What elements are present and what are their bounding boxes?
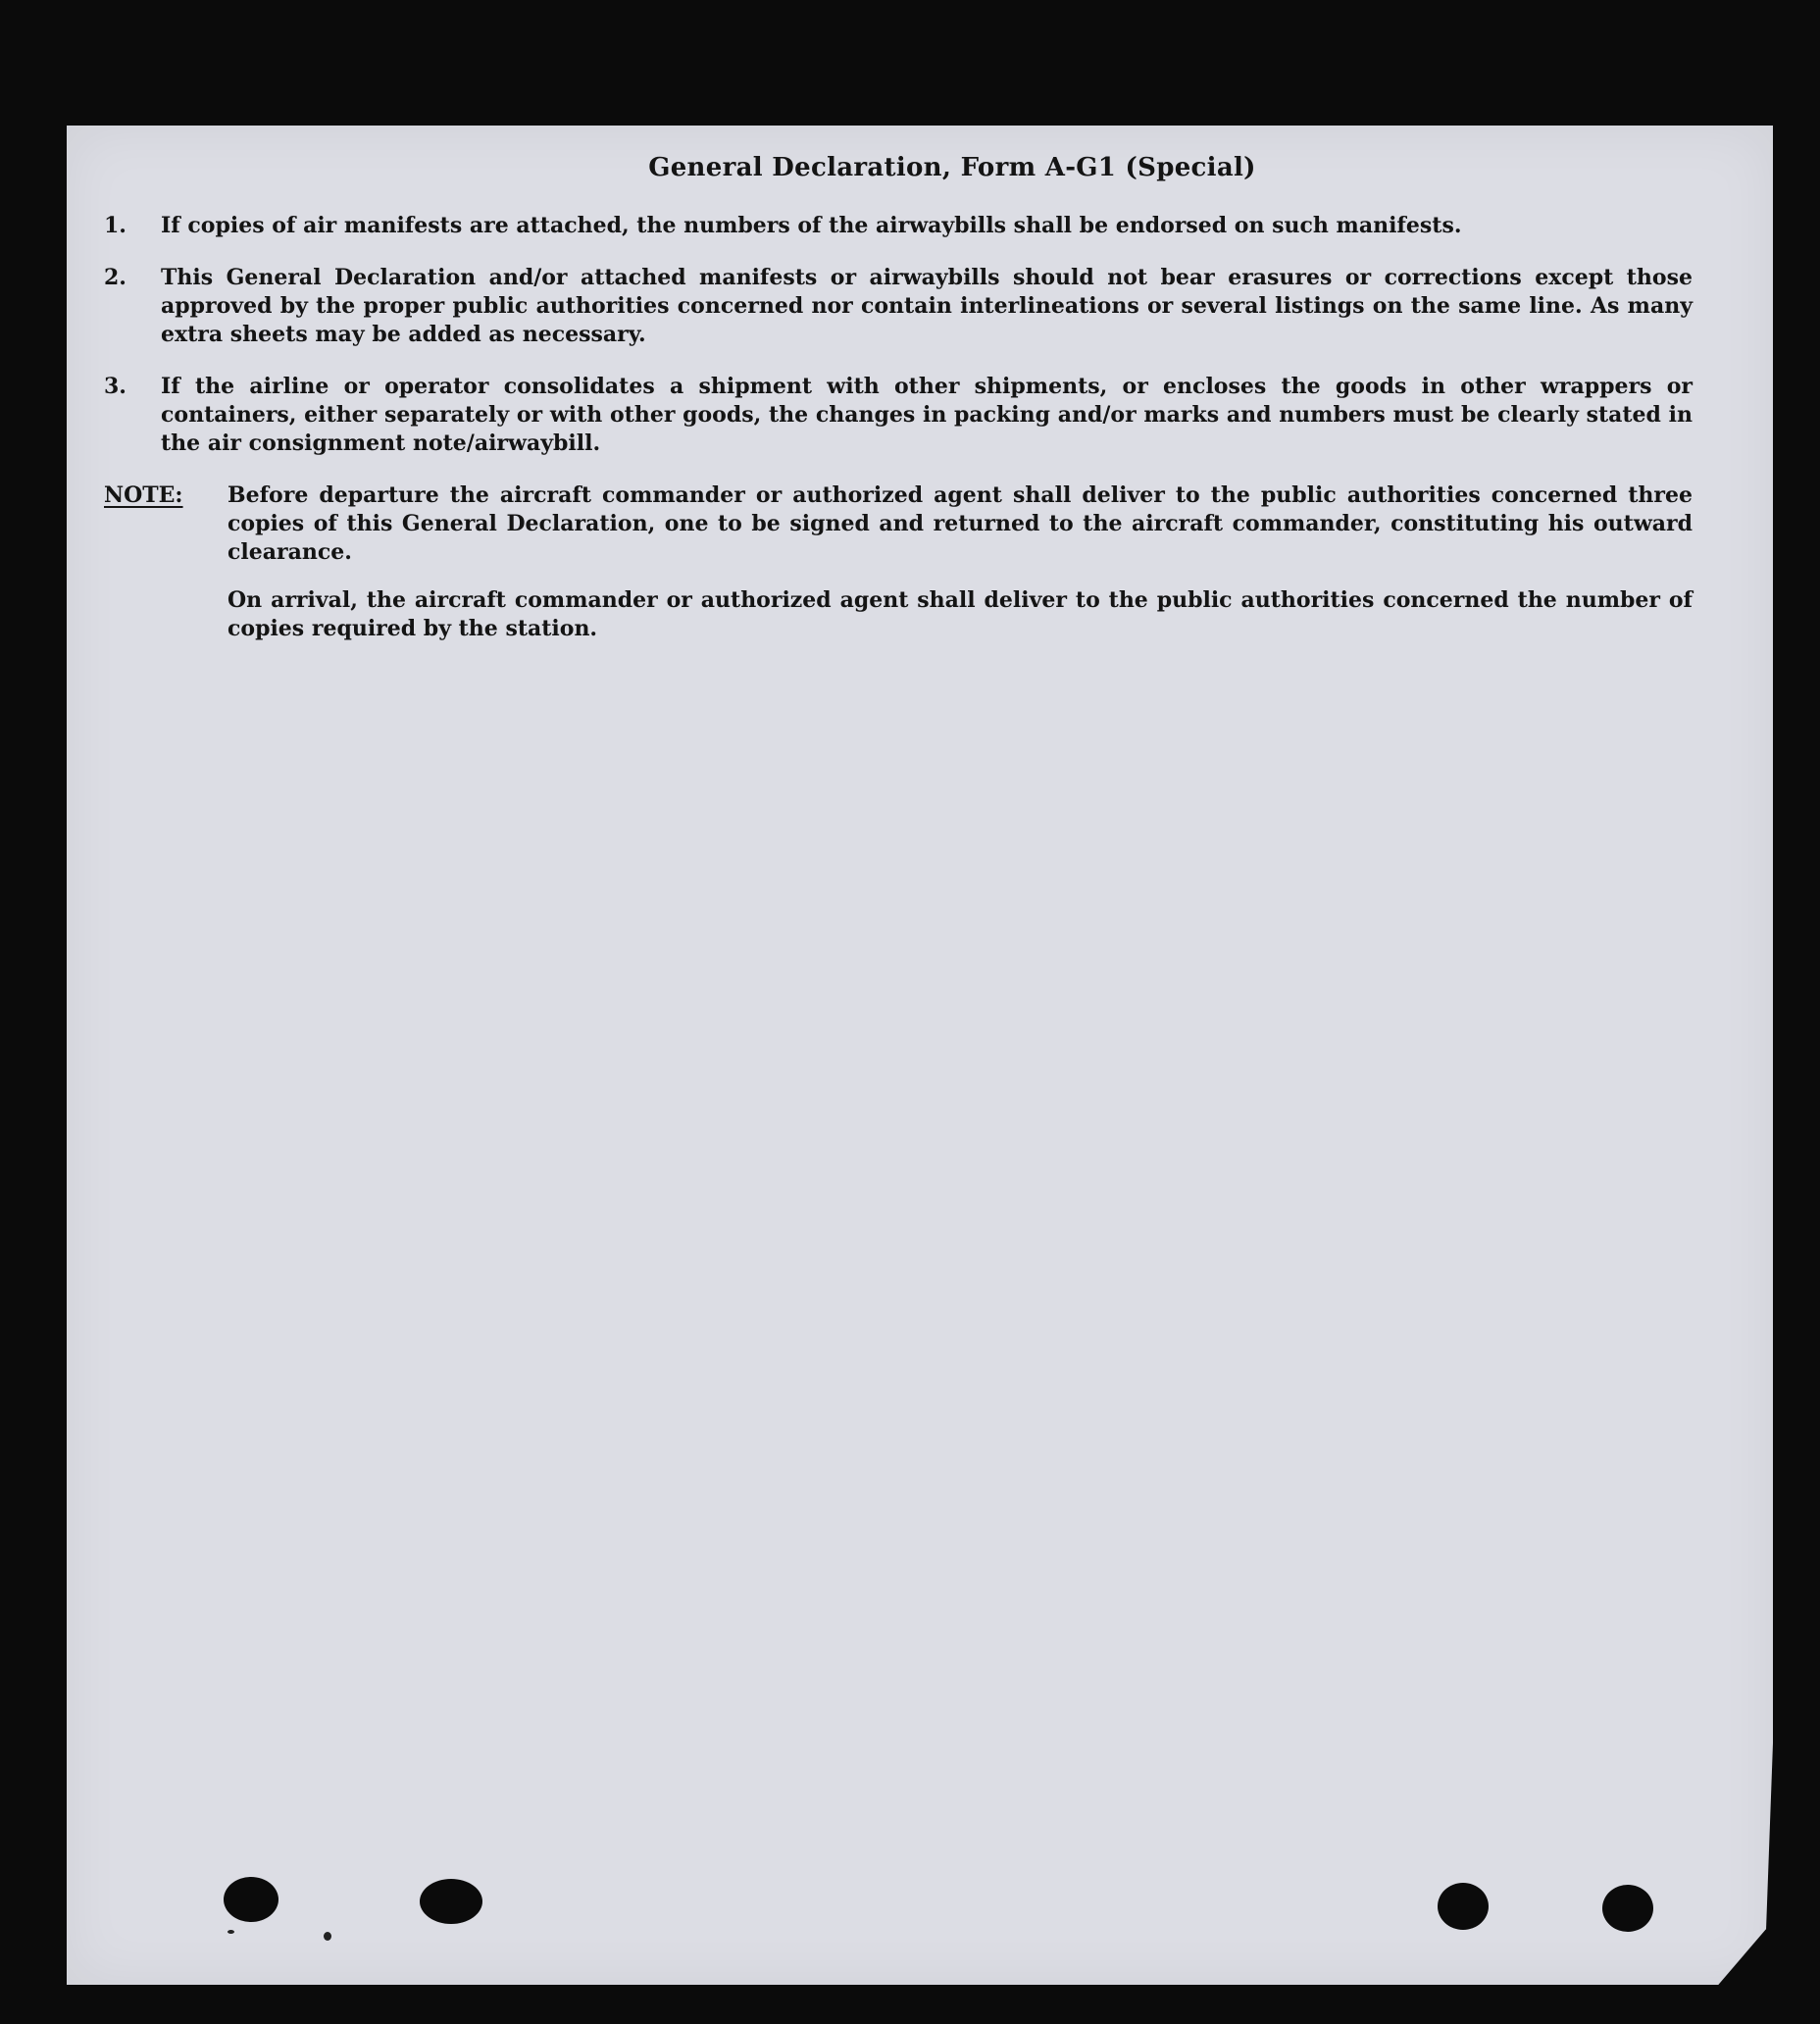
list-item-number: 1. bbox=[104, 213, 126, 238]
list-item-text: If copies of air manifests are attached, the numbers of the airwaybills shall be endorsed on such manifests. bbox=[161, 213, 1462, 238]
note-arrival-text: On arrival, the aircraft commander or authorized agent shall deliver to the public authorities concerned the number of copies required by the station. bbox=[228, 587, 1693, 641]
scan-speck bbox=[228, 1930, 234, 1934]
list-item-text: If the airline or operator consolidates a shipment with other shipments, or encloses the goods in other wrappers or containers, either separately or with other goods, the changes in packing and/or marks and numbers must be clearly stated in the air consignment note/airwaybill. bbox=[161, 374, 1693, 456]
punch-hole bbox=[1602, 1885, 1653, 1932]
list-item-3 bbox=[104, 373, 1693, 458]
list-item-number: 3. bbox=[104, 374, 126, 399]
note-text: Before departure the aircraft commander or authorized agent shall deliver to the public authorities concerned three copies of this General Declaration, one to be signed and returned to the aircraft commander, constituting his outward clearance. bbox=[228, 482, 1693, 565]
note-block bbox=[104, 481, 1693, 567]
scan-speck bbox=[324, 1932, 331, 1941]
list-item-1 bbox=[104, 212, 1693, 240]
punch-hole bbox=[1438, 1883, 1489, 1930]
punch-hole bbox=[224, 1877, 278, 1922]
note-label: NOTE: bbox=[104, 482, 183, 508]
list-item-text: This General Declaration and/or attached manifests or airwaybills should not bear erasures or corrections except those approved by the proper public authorities concerned nor contain interlineations or several listings on the same line. As many extra sheets may be added as necessary. bbox=[161, 265, 1693, 347]
punch-hole bbox=[420, 1879, 482, 1924]
document-content bbox=[104, 153, 1693, 643]
list-item-number: 2. bbox=[104, 265, 126, 290]
document-title: General Declaration, Form A-G1 (Special) bbox=[648, 153, 1256, 182]
list-item-2 bbox=[104, 264, 1693, 349]
